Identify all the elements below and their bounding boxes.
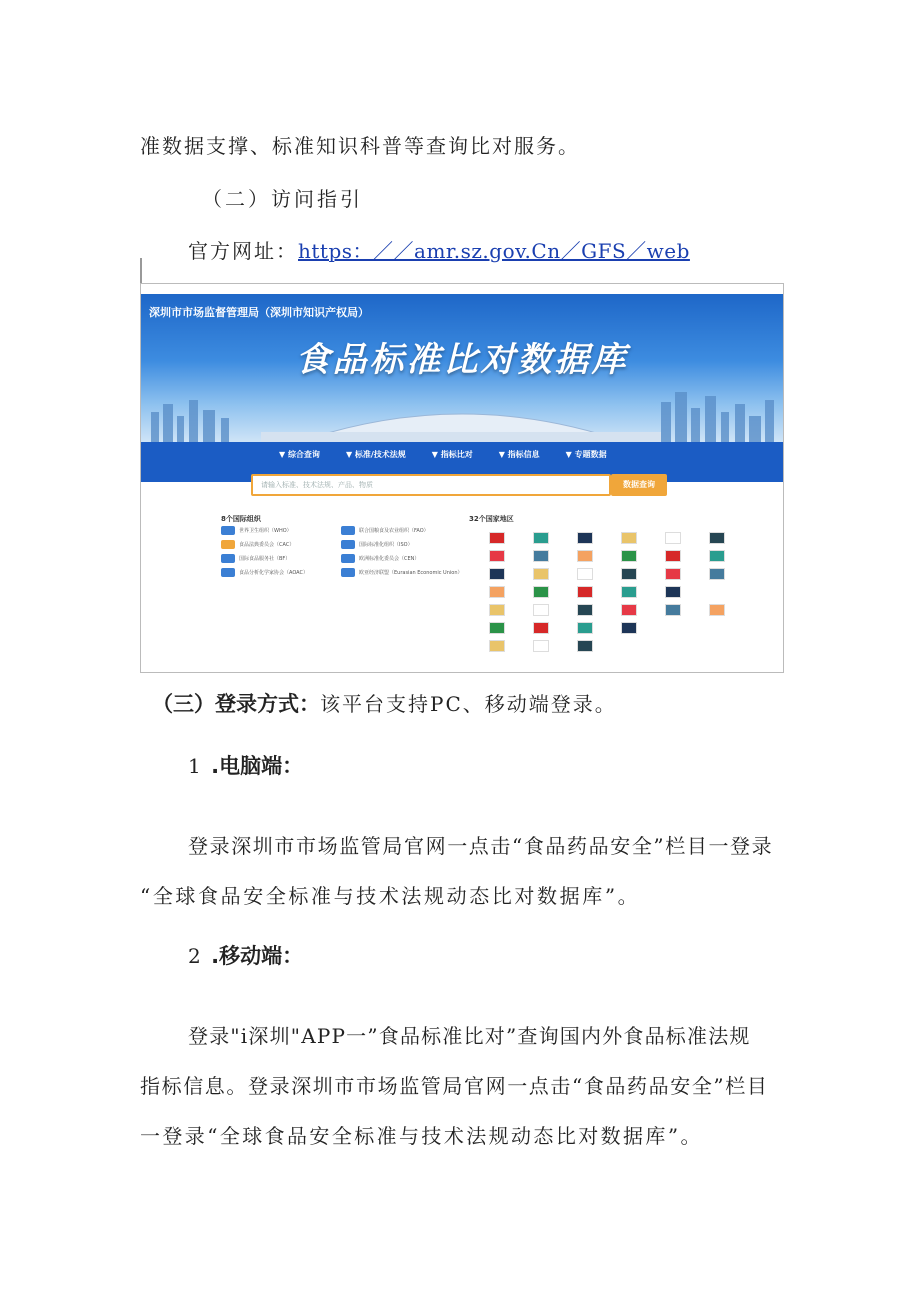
country-flag-icon[interactable] (709, 568, 725, 580)
nav-item-compare[interactable]: ▼ 指标比对 (431, 450, 473, 459)
mobile-text-line2: 指标信息。登录深圳市市场监管局官网一点击“食品药品安全”栏目 (140, 1074, 769, 1098)
nav-item-indicators[interactable]: ▼ 指标信息 (498, 450, 540, 459)
country-flag-icon[interactable] (533, 622, 549, 634)
country-flag-icon[interactable] (489, 640, 505, 652)
section2-heading: （二）访问指引 (202, 187, 363, 211)
country-flag-icon[interactable] (621, 550, 637, 562)
nav-item-topics[interactable]: ▼ 专题数据 (565, 450, 607, 459)
orgs-heading: 8个国际组织 (221, 515, 261, 523)
country-flag-icon[interactable] (709, 550, 725, 562)
country-flag-icon[interactable] (621, 604, 637, 616)
org-item[interactable]: 食品分析化学家协会（AOAC） (221, 568, 308, 577)
country-flag-icon[interactable] (489, 604, 505, 616)
country-flag-icon[interactable] (665, 586, 681, 598)
country-flag-icon[interactable] (489, 532, 505, 544)
org-logo-icon (221, 554, 235, 563)
country-flag-icon[interactable] (621, 622, 637, 634)
country-flag-icon[interactable] (533, 532, 549, 544)
mobile-text-line1: 登录"i深圳"APP一”食品标准比对”查询国内外食品标准法规 (188, 1024, 751, 1048)
country-flag-icon[interactable] (533, 604, 549, 616)
country-flag-icon[interactable] (621, 586, 637, 598)
org-logo-icon (341, 540, 355, 549)
pc-heading-row (188, 750, 303, 780)
section3-row (152, 688, 617, 718)
section3-heading: （三）登录方式： (152, 692, 320, 716)
official-site-link[interactable]: https：／／amr.sz.gov.Cn／GFS／web (298, 239, 690, 263)
org-item[interactable]: 欧洲标准化委员会（CEN） (341, 554, 419, 563)
org-logo-icon (341, 568, 355, 577)
org-item[interactable]: 国际食品服务社（BF） (221, 554, 290, 563)
country-flag-icon[interactable] (665, 550, 681, 562)
official-site-row (188, 235, 690, 264)
org-item[interactable]: 欧亚经济联盟（Eurasian Economic Union） (341, 568, 463, 577)
database-screenshot (140, 283, 784, 673)
official-site-label: 官方网址： (188, 239, 298, 263)
country-flag-icon[interactable] (577, 532, 593, 544)
country-flag-icon[interactable] (489, 586, 505, 598)
org-item[interactable]: 国际标准化组织（ISO） (341, 540, 413, 549)
pc-heading: .电脑端： (211, 754, 304, 778)
search-button[interactable]: 数据查询 (611, 474, 667, 496)
agency-name: 深圳市市场监督管理局（深圳市知识产权局） (149, 306, 369, 319)
country-flag-icon[interactable] (489, 622, 505, 634)
org-logo-icon (341, 554, 355, 563)
org-item[interactable]: 食品法典委员会（CAC） (221, 540, 294, 549)
divider (140, 258, 142, 284)
country-flag-icon[interactable] (621, 568, 637, 580)
country-flag-icon[interactable] (533, 550, 549, 562)
country-flag-icon[interactable] (621, 532, 637, 544)
country-flag-icon[interactable] (577, 640, 593, 652)
banner (141, 294, 783, 442)
country-flag-icon[interactable] (577, 604, 593, 616)
search-placeholder: 请输入标准、技术法规、产品、物质 (261, 481, 373, 489)
country-flag-icon[interactable] (489, 568, 505, 580)
org-logo-icon (341, 526, 355, 535)
country-flag-icon[interactable] (665, 604, 681, 616)
skyline-image (141, 382, 783, 442)
nav-item-overview[interactable]: ▼ 综合查询 (279, 450, 320, 459)
catalog-panel (213, 512, 713, 662)
org-logo-icon (221, 568, 235, 577)
country-flag-icon[interactable] (533, 568, 549, 580)
country-flag-icon[interactable] (577, 622, 593, 634)
search-input[interactable] (251, 474, 611, 496)
section3-text: 该平台支持PC、移动端登录。 (320, 692, 617, 716)
country-flag-icon[interactable] (665, 532, 681, 544)
mobile-heading-row (188, 940, 303, 970)
country-flag-icon[interactable] (665, 568, 681, 580)
pc-text-line1: 登录深圳市市场监管局官网一点击“食品药品安全”栏目一登录 (188, 834, 774, 858)
country-flag-icon[interactable] (577, 586, 593, 598)
country-flag-icon[interactable] (709, 532, 725, 544)
countries-heading: 32个国家地区 (469, 515, 514, 523)
org-logo-icon (221, 526, 235, 535)
country-flag-icon[interactable] (533, 586, 549, 598)
mobile-text-line3: 一登录“全球食品安全标准与技术法规动态比对数据库”。 (140, 1124, 703, 1148)
org-logo-icon (221, 540, 235, 549)
country-flag-icon[interactable] (489, 550, 505, 562)
org-item[interactable]: 联合国粮食及农业组织（FAO） (341, 526, 429, 535)
intro-tail: 准数据支撑、标准知识科普等查询比对服务。 (140, 134, 580, 158)
mobile-heading: .移动端： (211, 944, 304, 968)
database-title: 食品标准比对数据库 (295, 340, 629, 380)
nav-item-standards[interactable]: ▼ 标准/技术法规 (345, 450, 406, 459)
org-item[interactable]: 世界卫生组织（WHO） (221, 526, 292, 535)
country-flag-icon[interactable] (577, 550, 593, 562)
mobile-num: 2 (188, 944, 203, 968)
country-flag-icon[interactable] (533, 640, 549, 652)
country-flag-icon[interactable] (577, 568, 593, 580)
country-flag-icon[interactable] (709, 604, 725, 616)
pc-num: 1 (188, 754, 203, 778)
pc-text-line2: “全球食品安全标准与技术法规动态比对数据库”。 (140, 884, 641, 908)
